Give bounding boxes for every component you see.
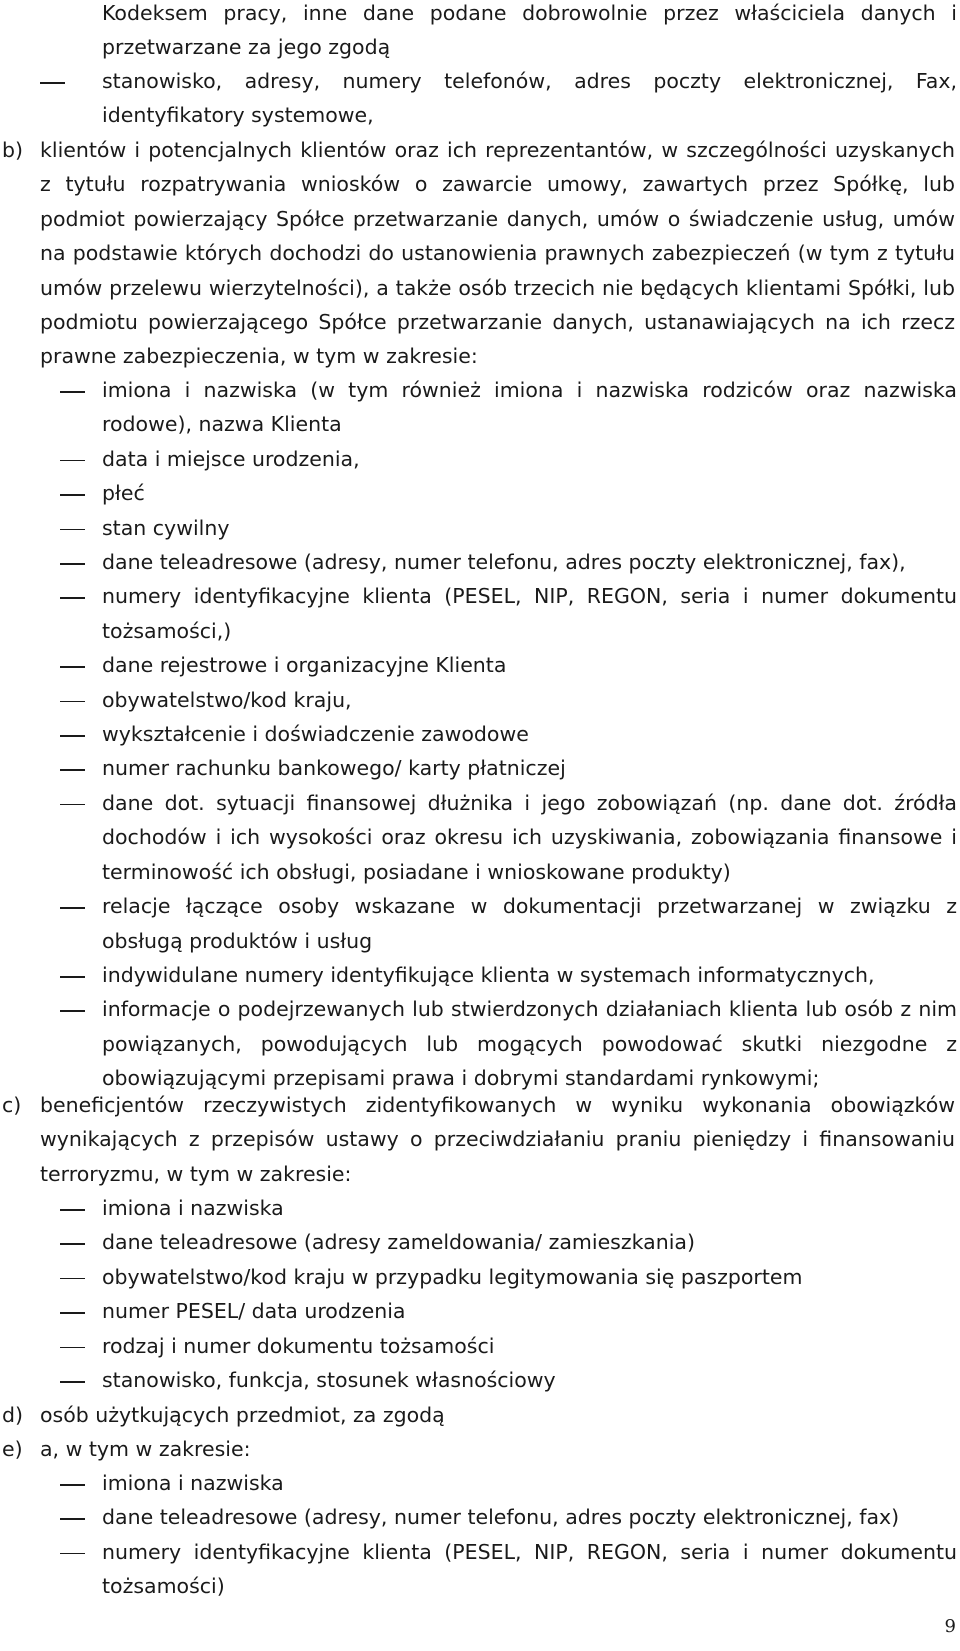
dash-bullet bbox=[0, 786, 102, 820]
section-heading bbox=[0, 1398, 960, 1432]
dash-bullet bbox=[0, 511, 102, 545]
dash-bullet bbox=[0, 1535, 102, 1569]
list-item-text: numer rachunku bankowego/ karty płatniczej bbox=[102, 756, 566, 781]
list-item-text: wykształcenie i doświadczenie zawodowe bbox=[102, 722, 529, 747]
dash-bullet bbox=[0, 992, 102, 1026]
dash-bullet bbox=[0, 1225, 102, 1259]
list-item bbox=[0, 1225, 960, 1259]
list-item-text: obywatelstwo/kod kraju, bbox=[102, 687, 352, 712]
dash-bullet bbox=[0, 1500, 102, 1534]
list-item bbox=[0, 683, 960, 717]
list-item bbox=[0, 1466, 960, 1500]
dash-bullet bbox=[0, 683, 102, 717]
section-letter: b) bbox=[2, 138, 24, 162]
section-text: a, w tym w zakresie: bbox=[40, 1437, 251, 1461]
dash-bullet bbox=[0, 1260, 102, 1294]
dash-bullet bbox=[0, 648, 102, 682]
list-item bbox=[0, 992, 960, 1095]
section-heading bbox=[0, 133, 960, 374]
list-item-text: dane teleadresowe (adresy zameldowania/ zamieszkania) bbox=[102, 1230, 695, 1255]
list-item bbox=[0, 1191, 960, 1225]
list-item bbox=[0, 1329, 960, 1363]
list-item bbox=[0, 958, 960, 992]
list-item bbox=[0, 1363, 960, 1397]
list-item bbox=[0, 442, 960, 476]
section-e bbox=[0, 1432, 960, 1466]
dash-bullet bbox=[0, 717, 102, 751]
section-c bbox=[0, 1088, 960, 1191]
list-item bbox=[0, 786, 960, 889]
list-item-text: stanowisko, adresy, numery telefonów, adres poczty elektronicznej, Fax, identyfikatory systemowe, bbox=[102, 69, 957, 128]
list-item-text: numery identyfikacyjne klienta (PESEL, NIP, REGON, seria i numer dokumentu tożsamości,) bbox=[102, 584, 957, 643]
dash-bullet bbox=[0, 1191, 102, 1225]
section-text: beneficjentów rzeczywistych zidentyfikowanych w wyniku wykonania obowiązków wynikających z przepisów ustawy o przeciwdziałaniu praniu pieniędzy i finansowaniu terroryzmu, w tym w zakresie: bbox=[40, 1093, 955, 1186]
section-d bbox=[0, 1398, 960, 1432]
list-item bbox=[0, 373, 960, 442]
dash-bullet bbox=[0, 1294, 102, 1328]
list-item-text: indywidulane numery identyfikujące klienta w systemach informatycznych, bbox=[102, 962, 875, 987]
list-item bbox=[0, 476, 960, 510]
section-text: osób użytkujących przedmiot, za zgodą bbox=[40, 1403, 445, 1427]
section-letter: c) bbox=[2, 1093, 22, 1117]
page-number: 9 bbox=[944, 1616, 956, 1637]
list-item bbox=[0, 511, 960, 545]
section-heading bbox=[0, 1432, 960, 1466]
section-text: klientów i potencjalnych klientów oraz ich reprezentantów, w szczególności uzyskanych z tytułu rozpatrywania wniosków o zawarcie umowy, zawartych przez Spółkę, lub podmiot powierzający Spółce przetwarzanie danych, umów o świadczenie usług, umów na podstawie których dochodzi do ustanowienia prawnych zabezpieczeń (w tym z tytułu umów przelewu wierzytelności), a także osób trzecich nie będących klientami Spółki, lub podmiotu powierzającego Spółce przetwarzanie danych, ustanawiających na ich rzecz prawne zabezpieczenia, w tym w zakresie: bbox=[40, 138, 955, 369]
list-item bbox=[0, 717, 960, 751]
continuation-block bbox=[0, 0, 960, 65]
dash-bullet bbox=[0, 1466, 102, 1500]
dash-bullet bbox=[0, 958, 102, 992]
list-item-text: płeć bbox=[102, 481, 145, 506]
dash-bullet bbox=[0, 545, 102, 579]
top-list bbox=[0, 64, 960, 133]
list-item bbox=[0, 751, 960, 785]
list-item-text: stan cywilny bbox=[102, 515, 230, 540]
list-item-text: stanowisko, funkcja, stosunek własnościowy bbox=[102, 1368, 556, 1393]
dash-bullet bbox=[0, 1363, 102, 1397]
list-item-text: rodzaj i numer dokumentu tożsamości bbox=[102, 1333, 495, 1358]
list-item bbox=[0, 64, 960, 133]
dash-bullet bbox=[0, 64, 102, 98]
section-heading bbox=[0, 1088, 960, 1191]
list-item bbox=[0, 545, 960, 579]
list-item-text: data i miejsce urodzenia, bbox=[102, 446, 360, 471]
list-item bbox=[0, 1294, 960, 1328]
section-c-list bbox=[0, 1191, 960, 1397]
section-letter: d) bbox=[2, 1403, 24, 1427]
list-item-text: informacje o podejrzewanych lub stwierdzonych działaniach klienta lub osób z nim powiązanych, powodujących lub mogących powodować skutki niezgodne z obowiązującymi przepisami prawa i dobrymi standardami rynkowymi; bbox=[102, 997, 957, 1091]
dash-bullet bbox=[0, 442, 102, 476]
list-item bbox=[0, 648, 960, 682]
list-item-text: numer PESEL/ data urodzenia bbox=[102, 1299, 406, 1324]
dash-bullet bbox=[0, 579, 102, 613]
section-letter: e) bbox=[2, 1437, 23, 1461]
list-item-text: dane teleadresowe (adresy, numer telefonu, adres poczty elektronicznej, fax) bbox=[102, 1505, 900, 1530]
section-b bbox=[0, 133, 960, 374]
list-item-text: relacje łączące osoby wskazane w dokumentacji przetwarzanej w związku z obsługą produktów i usług bbox=[102, 894, 957, 953]
list-item-text: numery identyfikacyjne klienta (PESEL, NIP, REGON, seria i numer dokumentu tożsamości) bbox=[102, 1539, 957, 1599]
list-item bbox=[0, 579, 960, 648]
continuation-paragraph: Kodeksem pracy, inne dane podane dobrowolnie przez właściciela danych i przetwarzane za jego zgodą bbox=[102, 1, 957, 60]
list-item bbox=[0, 889, 960, 958]
list-item bbox=[0, 1500, 960, 1534]
dash-bullet bbox=[0, 889, 102, 923]
list-item bbox=[0, 1535, 960, 1604]
list-item bbox=[0, 1260, 960, 1294]
list-item-text: dane rejestrowe i organizacyjne Klienta bbox=[102, 653, 507, 678]
list-item-text: dane dot. sytuacji finansowej dłużnika i jego zobowiązań (np. dane dot. źródła dochodów i ich wysokości oraz okresu ich uzyskiwania, zobowiązania finansowe i terminowość ich obsługi, posiadane i wnioskowane produkty) bbox=[102, 790, 957, 884]
section-b-list bbox=[0, 373, 960, 1096]
list-item-text: imiona i nazwiska bbox=[102, 1196, 284, 1220]
dash-bullet bbox=[0, 1329, 102, 1363]
dash-bullet bbox=[0, 476, 102, 510]
dash-bullet bbox=[0, 751, 102, 785]
list-item-text: obywatelstwo/kod kraju w przypadku legitymowania się paszportem bbox=[102, 1264, 803, 1289]
list-item-text: imiona i nazwiska (w tym również imiona i nazwiska rodziców oraz nazwiska rodowe), nazwa Klienta bbox=[102, 378, 957, 437]
list-item-text: dane teleadresowe (adresy, numer telefonu, adres poczty elektronicznej, fax), bbox=[102, 550, 906, 575]
list-item-text: imiona i nazwiska bbox=[102, 1471, 284, 1495]
dash-bullet bbox=[0, 373, 102, 407]
section-e-list bbox=[0, 1466, 960, 1604]
